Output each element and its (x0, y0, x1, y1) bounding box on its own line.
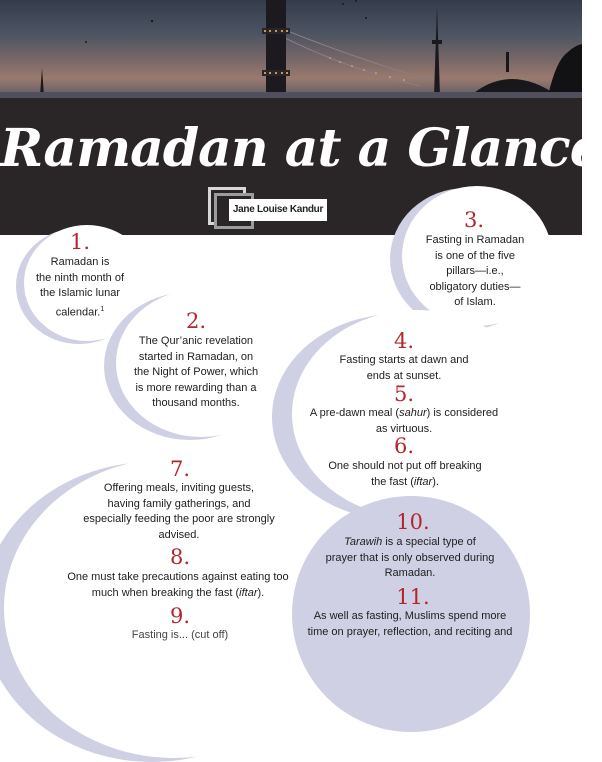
fact-line: One should not put off breaking (328, 460, 482, 472)
fact-number: 3. (463, 208, 485, 232)
fact-number: 10. (396, 510, 430, 534)
fact-line: pillars—i.e., (446, 265, 504, 277)
header-photo (0, 0, 582, 98)
fact-line: started in Ramadan, on (138, 350, 254, 363)
fact-text (70, 628, 290, 644)
fact-line: the Islamic lunar (39, 287, 121, 299)
fact-line: obligatory duties— (429, 280, 521, 293)
fact-text (126, 334, 266, 412)
fact-text (312, 535, 508, 582)
fact-line: Fasting in Ramadan (425, 234, 525, 246)
fact-text (66, 481, 292, 543)
fact-line: Tarawih is a special type of (344, 536, 476, 548)
fact-line: Ramadan is (50, 256, 110, 268)
fact-line: time on prayer, reflection, and reciting and (307, 625, 513, 638)
fact-line: much when breaking the fast (iftar). (91, 586, 265, 599)
fact-line: The Qur’anic revelation (138, 335, 254, 347)
fact-line: Fasting starts at dawn and (339, 354, 469, 366)
fact-line: ends at sunset. (366, 369, 442, 382)
fact-line: especially feeding the poor are strongly (83, 513, 275, 525)
author-name: Jane Louise Kandur (229, 199, 327, 221)
footnote-marker: 1 (100, 305, 105, 313)
page-title: Ramadan at a Glance (0, 118, 602, 179)
fact-text (300, 609, 520, 640)
fact-line: As well as fasting, Muslims spend more (313, 610, 507, 622)
fact-text (316, 353, 492, 384)
fact-number: 6. (393, 434, 415, 458)
fact-text (20, 255, 140, 321)
fact-number: 4. (393, 329, 415, 353)
fact-line: Fasting is... (cut off) (131, 629, 229, 641)
fact-number: 11. (396, 585, 430, 609)
fact-line: advised. (158, 528, 200, 541)
fact-text (414, 233, 536, 311)
fact-number: 5. (393, 382, 415, 406)
fact-line: the ninth month of (35, 271, 125, 284)
fact-number: 1. (69, 230, 91, 254)
fact-line: calendar.$^1$ (55, 305, 105, 319)
fact-line: prayer that is only observed during (325, 551, 495, 564)
fact-text (54, 570, 302, 601)
fact-number: 8. (169, 545, 191, 569)
fact-number: 9. (169, 604, 191, 628)
fact-line: having family gatherings, and (107, 497, 251, 510)
fact-number: 7. (169, 457, 191, 481)
fact-line: the fast (iftar). (371, 475, 439, 488)
fact-line: Ramadan. (384, 567, 436, 579)
fact-text (310, 459, 500, 490)
fact-line: One must take precautions against eating too (67, 571, 289, 583)
istanbul-skyline-illustration (0, 0, 582, 98)
fact-text (300, 406, 508, 437)
fact-line: the Night of Power, which (133, 366, 259, 378)
fact-line: as virtuous. (375, 422, 433, 435)
fact-line: thousand months. (152, 397, 240, 409)
fact-line: of Islam. (454, 296, 496, 308)
fact-number: 2. (185, 309, 207, 333)
fact-line: Offering meals, inviting guests, (103, 482, 255, 494)
fact-line: is more rewarding than a (135, 381, 257, 394)
fact-line: A pre-dawn meal (sahur) is considered (309, 407, 499, 419)
fact-line: is one of the five (434, 249, 516, 262)
